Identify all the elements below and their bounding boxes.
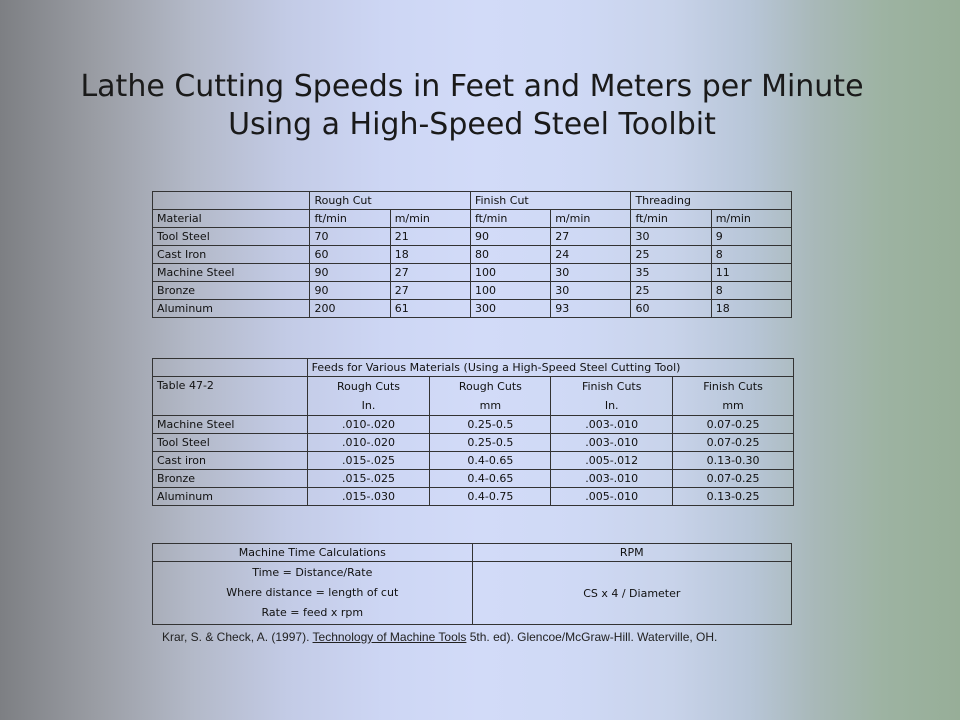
- table-cell: .010-.020: [307, 416, 430, 434]
- empty-cell: [153, 359, 308, 377]
- table-cell: Bronze: [153, 470, 308, 488]
- table-cell: Cast Iron: [153, 246, 310, 264]
- table-cell: 35: [631, 264, 711, 282]
- table-cell: 70: [310, 228, 390, 246]
- table-cell: Machine Steel: [153, 416, 308, 434]
- table-cell: 0.25-0.5: [430, 434, 551, 452]
- table-cell: 100: [470, 282, 550, 300]
- table-cell: 30: [551, 264, 631, 282]
- table-cell: 30: [551, 282, 631, 300]
- table-cell: Tool Steel: [153, 228, 310, 246]
- header-line: Finish Cuts: [581, 380, 642, 393]
- table-cell: 25: [631, 246, 711, 264]
- table-row: [153, 452, 794, 470]
- column-header: [551, 377, 673, 416]
- machine-time-table: [152, 543, 792, 625]
- header-line: Rough Cuts: [337, 380, 401, 393]
- table-cell: .005-.010: [551, 488, 673, 506]
- table-cell: 93: [551, 300, 631, 318]
- table-cell: 0.13-0.25: [673, 488, 794, 506]
- cutting-speeds-table: [152, 191, 792, 318]
- table-cell: .015-.030: [307, 488, 430, 506]
- group-header-row: [153, 192, 792, 210]
- citation-book-title: Technology of Machine Tools: [312, 630, 467, 644]
- table-cell: 21: [390, 228, 470, 246]
- table-cell: 60: [310, 246, 390, 264]
- table-row: [153, 470, 794, 488]
- column-header: ft/min: [310, 210, 390, 228]
- table-cell: 0.07-0.25: [673, 434, 794, 452]
- machine-time-header: Machine Time Calculations: [153, 544, 473, 562]
- feeds-table: [152, 358, 794, 506]
- column-header-row: [153, 210, 792, 228]
- table-cell: 300: [470, 300, 550, 318]
- rpm-header: RPM: [472, 544, 791, 562]
- table-cell: 27: [390, 282, 470, 300]
- feeds-title: Feeds for Various Materials (Using a High-Speed Steel Cutting Tool): [307, 359, 793, 377]
- table-cell: 100: [470, 264, 550, 282]
- table-cell: 8: [711, 246, 791, 264]
- formula-line: Rate = feed x rpm: [261, 606, 364, 619]
- column-header: [673, 377, 794, 416]
- column-header: m/min: [711, 210, 791, 228]
- column-header: m/min: [390, 210, 470, 228]
- citation-details: 5th. ed). Glencoe/McGraw-Hill. Waterville, OH.: [469, 630, 718, 644]
- table-row: [153, 228, 792, 246]
- table-cell: .003-.010: [551, 434, 673, 452]
- table-cell: 80: [470, 246, 550, 264]
- group-header: Rough Cut: [310, 192, 471, 210]
- table-cell: .003-.010: [551, 470, 673, 488]
- table-cell: 0.4-0.75: [430, 488, 551, 506]
- machine-time-formulas: [153, 562, 473, 625]
- table-cell: 0.4-0.65: [430, 470, 551, 488]
- table-cell: 18: [390, 246, 470, 264]
- table-cell: 0.07-0.25: [673, 416, 794, 434]
- table-cell: Machine Steel: [153, 264, 310, 282]
- table-cell: 200: [310, 300, 390, 318]
- table-cell: 11: [711, 264, 791, 282]
- header-unit: In.: [604, 399, 619, 412]
- formula-line: Time = Distance/Rate: [252, 566, 373, 579]
- table-cell: 25: [631, 282, 711, 300]
- title-line-1: Lathe Cutting Speeds in Feet and Meters per Minute: [80, 69, 864, 104]
- table-cell: 27: [390, 264, 470, 282]
- citation: [162, 630, 717, 644]
- table-row: [153, 282, 792, 300]
- rpm-formula: CS x 4 / Diameter: [472, 562, 791, 625]
- table-cell: 9: [711, 228, 791, 246]
- feeds-title-row: [153, 359, 794, 377]
- table-cell: Aluminum: [153, 488, 308, 506]
- table-row: [153, 264, 792, 282]
- table-cell: 27: [551, 228, 631, 246]
- table-cell: .015-.025: [307, 452, 430, 470]
- table-cell: Tool Steel: [153, 434, 308, 452]
- header-line: Rough Cuts: [458, 380, 522, 393]
- table-cell: 60: [631, 300, 711, 318]
- table-cell: 0.25-0.5: [430, 416, 551, 434]
- table-cell: .005-.012: [551, 452, 673, 470]
- header-line: Finish Cuts: [703, 380, 763, 393]
- table-cell: 0.4-0.65: [430, 452, 551, 470]
- table-cell: 24: [551, 246, 631, 264]
- table-cell: 90: [310, 264, 390, 282]
- feeds-header-row: [153, 377, 794, 416]
- table-cell: 90: [470, 228, 550, 246]
- header-unit: In.: [361, 399, 376, 412]
- table-cell: 61: [390, 300, 470, 318]
- citation-authors: Krar, S. & Check, A. (1997).: [162, 630, 310, 644]
- machine-time-header-row: [153, 544, 792, 562]
- table-cell: 8: [711, 282, 791, 300]
- machine-time-body-row: [153, 562, 792, 625]
- table-cell: Cast iron: [153, 452, 308, 470]
- header-unit: mm: [479, 399, 502, 412]
- table-row: [153, 488, 794, 506]
- table-cell: 0.07-0.25: [673, 470, 794, 488]
- group-header: Threading: [631, 192, 792, 210]
- table-row: [153, 434, 794, 452]
- column-header: Material: [153, 210, 310, 228]
- table-cell: 90: [310, 282, 390, 300]
- column-header: [430, 377, 551, 416]
- slide-title: [0, 68, 944, 144]
- group-header: Finish Cut: [470, 192, 631, 210]
- table-cell: 30: [631, 228, 711, 246]
- empty-cell: [153, 192, 310, 210]
- formula-line: Where distance = length of cut: [226, 586, 399, 599]
- table-cell: Aluminum: [153, 300, 310, 318]
- table-cell: 0.13-0.30: [673, 452, 794, 470]
- column-header: ft/min: [470, 210, 550, 228]
- table-row: [153, 246, 792, 264]
- column-header: m/min: [551, 210, 631, 228]
- column-header: ft/min: [631, 210, 711, 228]
- table-cell: .015-.025: [307, 470, 430, 488]
- header-unit: mm: [722, 399, 744, 412]
- table-label: Table 47-2: [153, 377, 308, 416]
- table-cell: .003-.010: [551, 416, 673, 434]
- table-cell: .010-.020: [307, 434, 430, 452]
- title-line-2: Using a High-Speed Steel Toolbit: [228, 107, 716, 142]
- column-header: [307, 377, 430, 416]
- table-cell: Bronze: [153, 282, 310, 300]
- table-row: [153, 300, 792, 318]
- table-cell: 18: [711, 300, 791, 318]
- table-row: [153, 416, 794, 434]
